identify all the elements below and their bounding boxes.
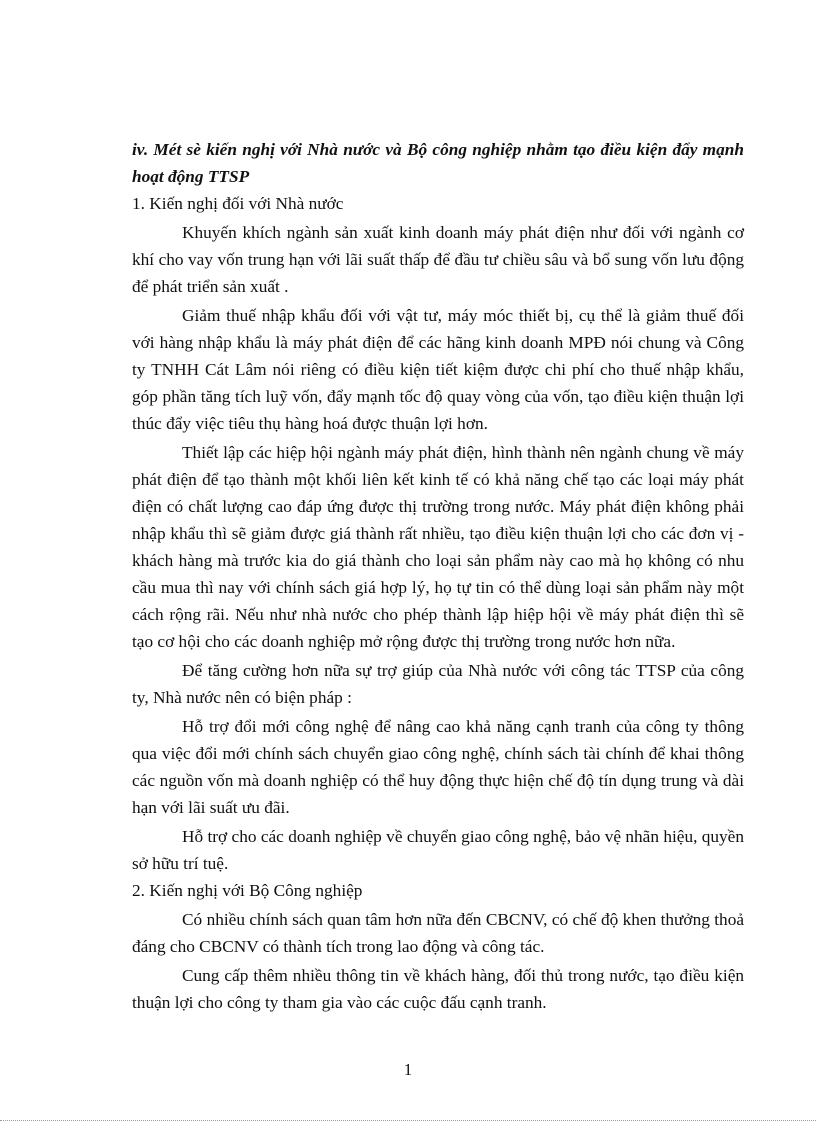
section-heading: iv. Mét sè kiến nghị với Nhà nước và Bộ công nghiệp nhằm tạo điều kiện đẩy mạnh hoạt động TTSP — [132, 140, 744, 186]
paragraph: Khuyến khích ngành sản xuất kinh doanh máy phát điện như đối với ngành cơ khí cho vay vốn trung hạn với lãi suất thấp để đầu tư chiều sâu và bổ sung vốn lưu động để phát triển sản xuất . — [132, 223, 744, 296]
paragraph: Cung cấp thêm nhiều thông tin về khách hàng, đối thủ trong nước, tạo điều kiện thuận lợi cho công ty tham gia vào các cuộc đấu cạnh tranh. — [132, 966, 744, 1012]
paragraph: Hỗ trợ đổi mới công nghệ để nâng cao khả năng cạnh tranh của công ty thông qua việc đổi mới chính sách chuyển giao công nghệ, chính sách tài chính để khai thông các nguồn vốn mà doanh nghiệp có thể huy động thực hiện chế độ tín dụng trung và dài hạn với lãi suất ưu đãi. — [132, 717, 744, 817]
paragraph: Để tăng cường hơn nữa sự trợ giúp của Nhà nước với công tác TTSP của công ty, Nhà nước nên có biện pháp : — [132, 661, 744, 707]
paragraph: Giảm thuế nhập khẩu đối với vật tư, máy móc thiết bị, cụ thể là giảm thuế đối với hàng nhập khẩu là máy phát điện để các hãng kinh doanh MPĐ nói chung và Công ty TNHH Cát Lâm nói riêng có điều kiện tiết kiệm được chi phí cho thuế nhập khẩu, góp phần tăng tích luỹ vốn, đẩy mạnh tốc độ quay vòng của vốn, tạo điều kiện thuận lợi thúc đẩy việc tiêu thụ hàng hoá được thuận lợi hơn. — [132, 306, 744, 433]
paragraph: Có nhiều chính sách quan tâm hơn nữa đến CBCNV, có chế độ khen thưởng thoả đáng cho CBCNV có thành tích trong lao động và công tác. — [132, 910, 744, 956]
page-number: 1 — [403, 1060, 413, 1079]
paragraph: Hỗ trợ cho các doanh nghiệp về chuyển giao công nghệ, bảo vệ nhãn hiệu, quyền sở hữu trí tuệ. — [132, 827, 744, 873]
page-bottom-divider — [0, 1120, 816, 1121]
paragraph: Thiết lập các hiệp hội ngành máy phát điện, hình thành nên ngành chung về máy phát điện để tạo thành một khối liên kết kinh tế có khả năng chế tạo các loại máy phát điện có chất lượng cao đáp ứng được thị trường trong nước. Máy phát điện không phải nhập khẩu thì sẽ giảm được giá thành rất nhiều, tạo điều kiện thuận lợi cho các đơn vị - khách hàng mà trước kia do giá thành cho loại sản phẩm này cao mà họ không có nhu cầu mua thì nay với chính sách giá hợp lý, họ tự tin có thể dùng loại sản phẩm này một cách rộng rãi. Nếu như nhà nước cho phép thành lập hiệp hội về máy phát điện thì sẽ tạo cơ hội cho các doanh nghiệp mở rộng được thị trường trong nước hơn nữa. — [132, 443, 744, 651]
section-2-title: 2. Kiến nghị với Bộ Công nghiệp — [132, 881, 363, 900]
document-body — [132, 136, 744, 1016]
section-1-title: 1. Kiến nghị đối với Nhà nước — [132, 194, 344, 213]
